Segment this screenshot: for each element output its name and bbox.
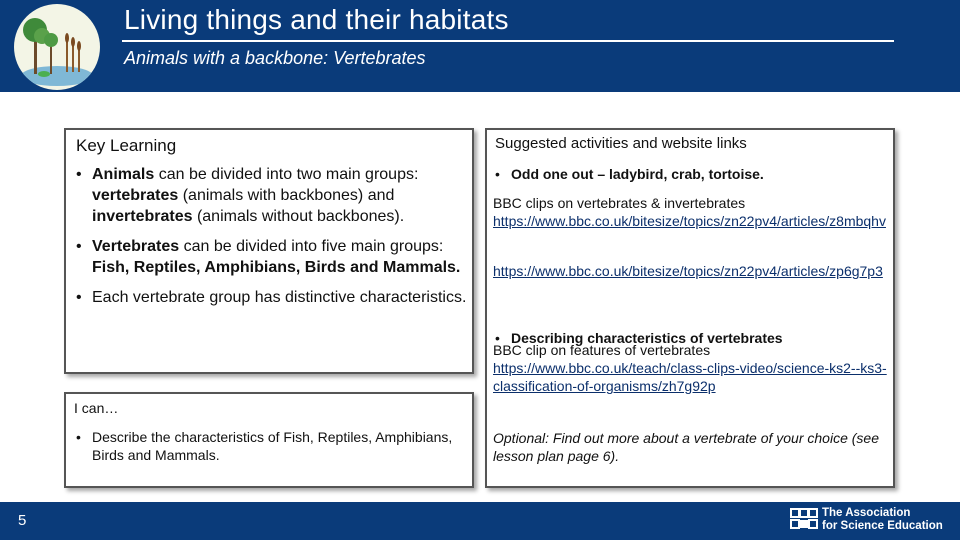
key-learning-box (64, 128, 474, 374)
bbc-clip-block (493, 341, 889, 395)
bbc-link-1[interactable]: https://www.bbc.co.uk/bitesize/topics/zn22pv4/articles/z8mbqhv (493, 213, 886, 229)
title-divider (122, 40, 894, 42)
key-learning-item: • Vertebrates can be divided into five main groups: Fish, Reptiles, Amphibians, Birds and Mammals. (72, 236, 468, 278)
header-bar (0, 0, 960, 92)
page-subtitle: Animals with a backbone: Vertebrates (124, 48, 426, 68)
bbc-link-3[interactable]: https://www.bbc.co.uk/teach/class-clips-video/science-ks2--ks3-classification-of-organisms/zh7g92p (493, 360, 887, 394)
key-learning-item: • Each vertebrate group has distinctive characteristics. (72, 287, 468, 308)
ase-logo (790, 506, 950, 536)
ase-logo-text: The Association for Science Education (822, 507, 943, 532)
page-number: 5 (18, 512, 27, 529)
i-can-list (72, 428, 468, 464)
optional-activity: Optional: Find out more about a vertebrate of your choice (see lesson plan page 6). (493, 430, 879, 464)
i-can-box (64, 392, 474, 488)
footer-bar (0, 502, 960, 540)
key-learning-heading: Key Learning (76, 136, 177, 155)
activities-heading: Suggested activities and website links (495, 135, 747, 152)
ase-mark-icon (790, 506, 818, 532)
bbc-link-2-block (493, 262, 889, 280)
activity-bullet-characteristics: • Describing characteristics of vertebrates (493, 329, 907, 347)
page-title: Living things and their habitats (124, 4, 509, 35)
i-can-heading: I can… (74, 400, 119, 416)
key-learning-item: • Animals can be divided into two main groups: vertebrates (animals with backbones) and invertebrates (animals without backbones). (72, 164, 468, 227)
bbc-link-2[interactable]: https://www.bbc.co.uk/bitesize/topics/zn22pv4/articles/zp6g7p3 (493, 263, 883, 279)
activity-bullet-odd-one-out: • Odd one out – ladybird, crab, tortoise. (493, 165, 907, 183)
key-learning-list (72, 164, 468, 317)
bbc-clips-block (493, 194, 889, 230)
habitat-logo (14, 4, 100, 90)
activities-box (485, 128, 895, 488)
bbc-clips-label: BBC clips on vertebrates & invertebrates (493, 195, 746, 211)
bbc-clip-label: BBC clip on features of vertebrates (493, 342, 711, 358)
i-can-item: • Describe the characteristics of Fish, Reptiles, Amphibians, Birds and Mammals. (72, 428, 468, 464)
